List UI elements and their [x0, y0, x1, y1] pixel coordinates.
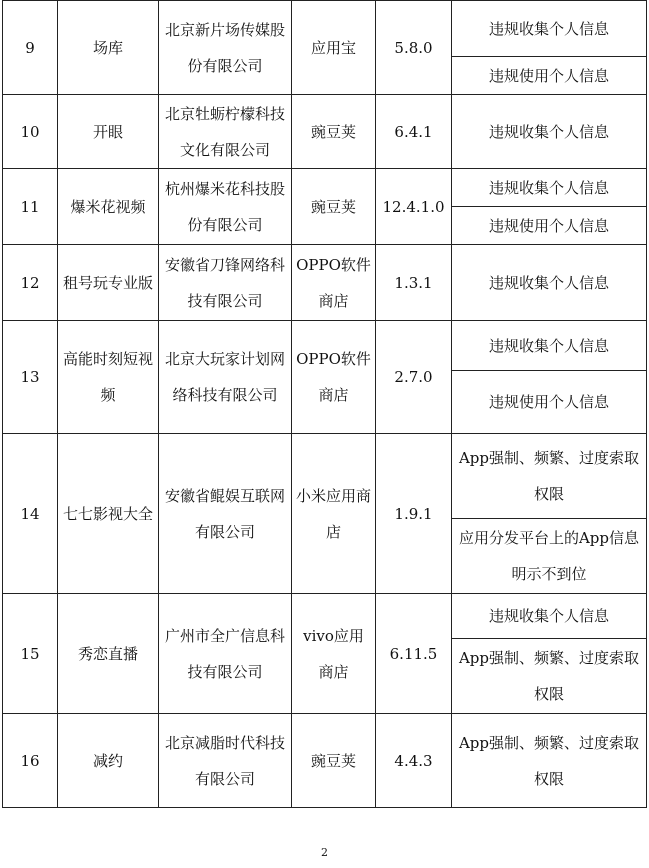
app-name: 七七影视大全: [58, 434, 159, 594]
table-row: [3, 1, 647, 57]
issue-cell: 违规收集个人信息: [452, 594, 647, 639]
issue-cell: 违规使用个人信息: [452, 371, 647, 434]
issue-cell: 违规收集个人信息: [452, 1, 647, 57]
app-store: 豌豆荚: [292, 169, 376, 245]
app-store: 小米应用商店: [292, 434, 376, 594]
app-store: 豌豆荚: [292, 95, 376, 169]
issue-cell: 违规收集个人信息: [452, 321, 647, 371]
app-store: OPPO软件商店: [292, 245, 376, 321]
app-version: 12.4.1.0: [376, 169, 452, 245]
app-version: 6.4.1: [376, 95, 452, 169]
app-version: 1.3.1: [376, 245, 452, 321]
app-store: 豌豆荚: [292, 714, 376, 808]
row-number: 10: [3, 95, 58, 169]
app-name: 开眼: [58, 95, 159, 169]
issue-cell: App强制、频繁、过度索取权限: [452, 639, 647, 714]
table-row: [3, 434, 647, 519]
table-row: [3, 321, 647, 371]
app-version: 1.9.1: [376, 434, 452, 594]
app-version: 4.4.3: [376, 714, 452, 808]
company-name: 广州市全广信息科技有限公司: [159, 594, 292, 714]
row-number: 16: [3, 714, 58, 808]
company-name: 北京新片场传媒股份有限公司: [159, 1, 292, 95]
table-row: [3, 245, 647, 321]
app-version: 6.11.5: [376, 594, 452, 714]
company-name: 北京减脂时代科技有限公司: [159, 714, 292, 808]
issue-cell: 违规收集个人信息: [452, 95, 647, 169]
issue-cell: 违规使用个人信息: [452, 57, 647, 95]
row-number: 9: [3, 1, 58, 95]
issue-cell: 违规使用个人信息: [452, 207, 647, 245]
app-violation-table: [2, 0, 647, 808]
table-row: [3, 95, 647, 169]
app-store: 应用宝: [292, 1, 376, 95]
app-store: vivo应用商店: [292, 594, 376, 714]
table-row: [3, 594, 647, 639]
app-version: 5.8.0: [376, 1, 452, 95]
issue-cell: 应用分发平台上的App信息明示不到位: [452, 519, 647, 594]
page-number: 2: [321, 846, 328, 859]
company-name: 北京牡蛎柠檬科技文化有限公司: [159, 95, 292, 169]
company-name: 杭州爆米花科技股份有限公司: [159, 169, 292, 245]
issue-cell: App强制、频繁、过度索取权限: [452, 714, 647, 808]
app-name: 高能时刻短视频: [58, 321, 159, 434]
row-number: 15: [3, 594, 58, 714]
app-version: 2.7.0: [376, 321, 452, 434]
table-row: [3, 169, 647, 207]
app-name: 秀恋直播: [58, 594, 159, 714]
row-number: 11: [3, 169, 58, 245]
issue-cell: App强制、频繁、过度索取权限: [452, 434, 647, 519]
app-store: OPPO软件商店: [292, 321, 376, 434]
table-row: [3, 714, 647, 808]
issue-cell: 违规收集个人信息: [452, 245, 647, 321]
app-name: 减约: [58, 714, 159, 808]
app-name: 爆米花视频: [58, 169, 159, 245]
app-name: 场库: [58, 1, 159, 95]
company-name: 北京大玩家计划网络科技有限公司: [159, 321, 292, 434]
row-number: 12: [3, 245, 58, 321]
row-number: 14: [3, 434, 58, 594]
company-name: 安徽省刀锋网络科技有限公司: [159, 245, 292, 321]
app-name: 租号玩专业版: [58, 245, 159, 321]
issue-cell: 违规收集个人信息: [452, 169, 647, 207]
company-name: 安徽省鲲娱互联网有限公司: [159, 434, 292, 594]
row-number: 13: [3, 321, 58, 434]
